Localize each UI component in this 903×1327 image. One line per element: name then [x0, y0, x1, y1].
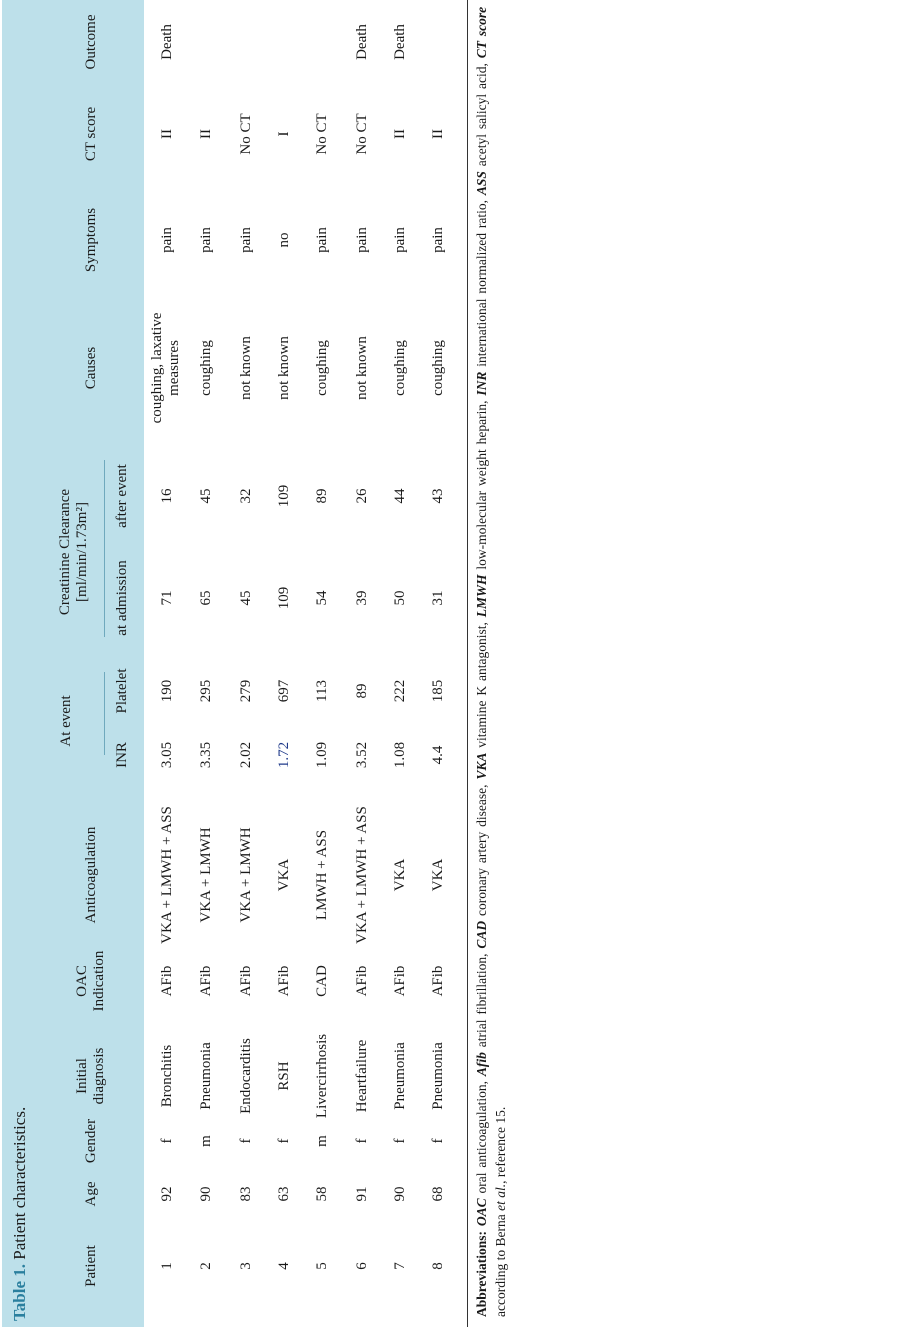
- cell-patient: 1: [159, 1262, 175, 1270]
- cell-cc-admission: 54: [314, 590, 330, 606]
- header-age: Age: [83, 1181, 99, 1207]
- cell-platelet: 113: [314, 680, 330, 702]
- header-initial-diagnosis-line2: diagnosis: [91, 1047, 107, 1105]
- cell-oac: AFib: [238, 965, 254, 997]
- cell-platelet: 190: [159, 679, 175, 703]
- cell-causes-1: not known: [354, 336, 370, 400]
- abbr-lmwh-term: LMWH: [474, 574, 489, 618]
- cell-cc-after: 32: [238, 488, 254, 504]
- abbr-inr-term: INR: [474, 371, 489, 396]
- cell-symptoms: pain: [198, 227, 214, 253]
- cell-cc-after: 45: [198, 488, 214, 504]
- cell-cc-admission: 31: [430, 590, 446, 606]
- cell-causes-1: coughing: [314, 340, 330, 396]
- cell-anticoag: VKA + LMWH: [238, 827, 254, 923]
- cell-cc-admission: 71: [159, 590, 175, 606]
- cell-patient: 2: [198, 1262, 214, 1270]
- at-event-rule: [104, 672, 105, 755]
- cell-inr: 4.4: [430, 745, 446, 765]
- header-creatinine-line2: [ml/min/1.73m²]: [74, 502, 90, 602]
- cell-patient: 8: [430, 1262, 446, 1270]
- cell-outcome: Death: [159, 24, 175, 60]
- header-at-admission: at admission: [114, 560, 130, 636]
- cell-symptoms: pain: [314, 227, 330, 253]
- cell-ct: No CT: [238, 113, 254, 155]
- cell-age: 68: [430, 1186, 446, 1202]
- cell-age: 58: [314, 1186, 330, 1202]
- cell-causes-1: coughing: [430, 340, 446, 396]
- abbr-ass-term: ASS: [474, 171, 489, 196]
- table-title: Patient characteristics.: [10, 1106, 29, 1260]
- cell-oac: AFib: [276, 965, 292, 997]
- cell-cc-after: 26: [354, 488, 370, 504]
- cell-oac: AFib: [392, 965, 408, 997]
- cell-inr: 2.02: [238, 741, 254, 769]
- header-at-event: At event: [58, 695, 74, 747]
- cell-patient: 3: [238, 1262, 254, 1270]
- cell-ct: II: [159, 129, 175, 139]
- cell-oac: CAD: [314, 965, 330, 997]
- header-symptoms: Symptoms: [83, 207, 99, 273]
- cell-patient: 6: [354, 1262, 370, 1270]
- cell-causes-1: not known: [238, 336, 254, 400]
- cell-causes-1: not known: [276, 336, 292, 400]
- abbr-ct-def: according to Berna: [493, 1214, 508, 1317]
- cell-inr: 3.35: [198, 741, 214, 769]
- cell-inr: 1.72: [276, 741, 292, 769]
- cell-gender: m: [314, 1135, 330, 1147]
- header-inr: INR: [114, 742, 130, 768]
- cell-cc-after: 109: [276, 484, 292, 508]
- cell-patient: 4: [276, 1262, 292, 1270]
- cell-anticoag: LMWH + ASS: [314, 829, 330, 921]
- abbr-lead: Abbreviations:: [474, 1230, 489, 1317]
- cell-inr: 3.05: [159, 741, 175, 769]
- abbr-cad-term: CAD: [474, 920, 489, 949]
- abbr-ct-term: CT score: [474, 6, 489, 59]
- cell-anticoag: VKA: [276, 858, 292, 892]
- cell-anticoag: VKA + LMWH + ASS: [354, 806, 370, 944]
- cell-age: 91: [354, 1186, 370, 1202]
- header-after-event: after event: [114, 464, 130, 528]
- cell-gender: f: [276, 1138, 292, 1144]
- cell-causes-1: coughing: [392, 340, 408, 396]
- cell-cc-after: 44: [392, 488, 408, 504]
- cell-age: 83: [238, 1186, 254, 1202]
- cell-patient: 5: [314, 1262, 330, 1270]
- abbr-cad-def: coronary artery disease,: [474, 784, 489, 917]
- cell-ct: No CT: [314, 113, 330, 155]
- abbreviations-note: [472, 7, 510, 1317]
- abbr-afib-term: Afib: [474, 1052, 489, 1077]
- header-initial-diagnosis-line1: Initial: [74, 1058, 90, 1094]
- header-outcome: Outcome: [83, 14, 99, 70]
- cell-age: 92: [159, 1186, 175, 1202]
- cell-inr: 1.09: [314, 741, 330, 769]
- header-platelet: Platelet: [114, 668, 130, 714]
- header-causes: Causes: [83, 346, 99, 390]
- cell-diagnosis: Bronchitis: [159, 1044, 175, 1108]
- cell-diagnosis: Pneumonia: [198, 1042, 214, 1110]
- abbr-afib-def: atrial fibrillation,: [474, 953, 489, 1048]
- cell-symptoms: pain: [159, 227, 175, 253]
- cell-causes-1: coughing: [198, 340, 214, 396]
- cell-platelet: 697: [276, 679, 292, 703]
- header-oac-line2: Indication: [91, 950, 107, 1012]
- cell-diagnosis: Pneumonia: [392, 1042, 408, 1110]
- cell-cc-after: 43: [430, 488, 446, 504]
- cell-outcome: Death: [354, 24, 370, 60]
- abbr-lmwh-def: low-molecular weight heparin,: [474, 400, 489, 570]
- cell-anticoag: VKA + LMWH + ASS: [159, 806, 175, 944]
- cell-gender: f: [238, 1138, 254, 1144]
- cell-gender: f: [159, 1138, 175, 1144]
- cell-ct: I: [276, 131, 292, 137]
- cell-age: 90: [392, 1186, 408, 1202]
- cell-cc-admission: 39: [354, 590, 370, 606]
- abbr-vka-def: vitamine K antagonist,: [474, 622, 489, 748]
- cell-diagnosis: Pneumonia: [430, 1042, 446, 1110]
- cell-symptoms: pain: [392, 227, 408, 253]
- cell-gender: f: [430, 1138, 446, 1144]
- cell-anticoag: VKA: [430, 858, 446, 892]
- cell-platelet: 185: [430, 679, 446, 703]
- cell-platelet: 222: [392, 679, 408, 703]
- abbr-oac-term: OAC: [474, 1198, 489, 1227]
- cell-platelet: 279: [238, 679, 254, 703]
- header-patient: Patient: [83, 1245, 99, 1287]
- cell-ct: No CT: [354, 113, 370, 155]
- cell-inr: 1.08: [392, 741, 408, 769]
- cell-oac: AFib: [354, 965, 370, 997]
- header-oac-line1: OAC: [74, 965, 90, 997]
- abbr-etal: et al.: [493, 1183, 508, 1211]
- cell-anticoag: VKA + LMWH: [198, 827, 214, 923]
- cell-diagnosis: Endocarditis: [238, 1038, 254, 1114]
- cell-causes-1: coughing, laxative: [149, 312, 165, 424]
- cell-gender: f: [354, 1138, 370, 1144]
- abbr-vka-term: VKA: [474, 752, 489, 780]
- cell-symptoms: pain: [238, 227, 254, 253]
- cell-cc-admission: 50: [392, 590, 408, 606]
- cell-ct: II: [430, 129, 446, 139]
- cell-diagnosis: Heartfailure: [354, 1039, 370, 1113]
- cell-oac: AFib: [198, 965, 214, 997]
- cell-gender: m: [198, 1135, 214, 1147]
- cell-diagnosis: RSH: [276, 1061, 292, 1091]
- cell-cc-after: 16: [159, 488, 175, 504]
- cell-ct: II: [392, 129, 408, 139]
- abbr-ass-def: acetyl salicyl acid,: [474, 63, 489, 167]
- creatinine-rule: [104, 460, 105, 637]
- abbr-inr-def: international normalized ratio,: [474, 199, 489, 367]
- cell-symptoms: pain: [354, 227, 370, 253]
- abbr-ref: , reference 15.: [493, 1106, 508, 1184]
- cell-age: 90: [198, 1186, 214, 1202]
- cell-cc-after: 89: [314, 488, 330, 504]
- cell-outcome: Death: [392, 24, 408, 60]
- header-creatinine-line1: Creatinine Clearance: [57, 488, 73, 616]
- cell-inr: 3.52: [354, 741, 370, 769]
- table-caption: [10, 1107, 30, 1321]
- cell-symptoms: pain: [430, 227, 446, 253]
- header-anticoagulation: Anticoagulation: [83, 826, 99, 924]
- cell-causes-2: measures: [166, 340, 182, 396]
- cell-cc-admission: 45: [238, 590, 254, 606]
- cell-symptoms: no: [276, 232, 292, 248]
- cell-cc-admission: 109: [276, 586, 292, 610]
- cell-gender: f: [392, 1138, 408, 1144]
- abbr-oac-def: oral anticoagulation,: [474, 1081, 489, 1194]
- cell-anticoag: VKA: [392, 858, 408, 892]
- cell-patient: 7: [392, 1262, 408, 1270]
- header-ct-score: CT score: [83, 106, 99, 162]
- cell-diagnosis: Livercirrhosis: [314, 1033, 330, 1119]
- table-number: Table 1.: [10, 1263, 29, 1321]
- cell-ct: II: [198, 129, 214, 139]
- cell-oac: AFib: [430, 965, 446, 997]
- cell-cc-admission: 65: [198, 590, 214, 606]
- cell-platelet: 89: [354, 683, 370, 699]
- table-bottom-rule: [467, 0, 468, 1327]
- cell-oac: AFib: [159, 965, 175, 997]
- cell-platelet: 295: [198, 679, 214, 703]
- header-gender: Gender: [83, 1118, 99, 1164]
- cell-age: 63: [276, 1186, 292, 1202]
